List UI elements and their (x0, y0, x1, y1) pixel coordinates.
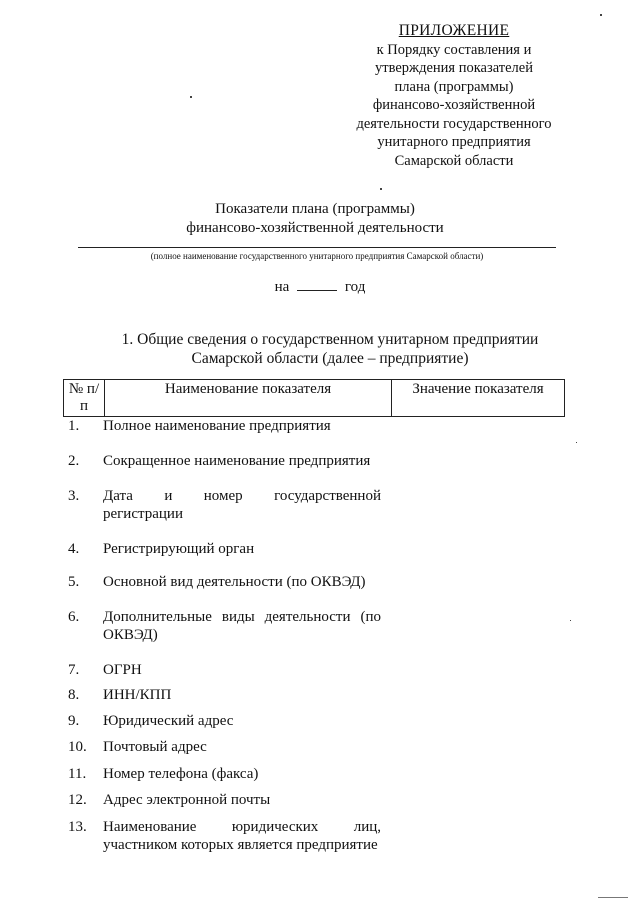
item-number: 8. (68, 687, 80, 703)
header-indicator-name: Наименование показателя (105, 380, 392, 417)
item-number: 3. (68, 488, 80, 504)
section-title-line: Самарской области (далее – предприятие) (191, 350, 469, 367)
document-title-line: Показатели плана (программы) (215, 201, 415, 217)
item-label: Полное наименование предприятия (103, 418, 331, 434)
item-number: 4. (68, 541, 80, 557)
item-label: Дата и номер государственной регистрации (103, 488, 381, 522)
document-title (150, 200, 480, 238)
appendix-title: ПРИЛОЖЕНИЕ (398, 22, 510, 39)
scan-speck (600, 14, 602, 16)
item-number: 6. (68, 609, 80, 625)
item-number: 11. (68, 766, 87, 782)
section-title-line: 1. Общие сведения о государственном унитарном предприятии (121, 331, 539, 348)
header-number: № п/п (64, 380, 105, 417)
appendix-line: к Порядку составления и (376, 41, 532, 58)
item-label: ОГРН (103, 662, 142, 678)
document-title-line: финансово-хозяйственной деятельности (186, 220, 444, 236)
item-number: 12. (68, 792, 87, 808)
indicators-table-header (63, 379, 565, 417)
item-number: 13. (68, 819, 87, 835)
item-label: Регистрирующий орган (103, 541, 255, 557)
item-number: 9. (68, 713, 80, 729)
item-label: Сокращенное наименование предприятия (103, 453, 371, 469)
year-blank (297, 278, 337, 291)
item-label: Наименование юридических лиц, участником которых является предприятие (103, 819, 381, 853)
item-label: Дополнительные виды деятельности (по ОКВЭД) (103, 609, 381, 643)
appendix-line: плана (программы) (394, 78, 514, 95)
item-number: 5. (68, 574, 80, 590)
scan-speck (190, 96, 192, 98)
appendix-line: утверждения показателей (375, 60, 533, 76)
item-label: Юридический адрес (103, 713, 234, 729)
header-indicator-value: Значение показателя (392, 380, 565, 417)
appendix-line: унитарного предприятия (377, 134, 531, 150)
appendix-header (340, 22, 568, 170)
item-number: 10. (68, 739, 87, 755)
item-label: Основной вид деятельности (по ОКВЭД) (103, 574, 366, 590)
appendix-line: Самарской области (394, 152, 514, 169)
year-line (200, 278, 440, 296)
section-title (110, 330, 550, 368)
scan-speck (598, 897, 628, 898)
scan-speck (576, 442, 577, 443)
item-label: Почтовый адрес (103, 739, 207, 755)
item-number: 2. (68, 453, 80, 469)
item-label: Номер телефона (факса) (103, 766, 259, 782)
scan-speck (570, 620, 571, 621)
item-label: Адрес электронной почты (103, 792, 271, 808)
appendix-line: деятельности государственного (356, 115, 552, 132)
item-label: ИНН/КПП (103, 687, 172, 703)
scan-speck (380, 188, 382, 190)
organization-name-blank (78, 247, 556, 248)
year-suffix: год (344, 279, 366, 295)
organization-caption: (полное наименование государственного унитарного предприятия Самарской области) (150, 251, 484, 261)
item-number: 7. (68, 662, 80, 678)
appendix-line: финансово-хозяйственной (372, 97, 536, 113)
item-number: 1. (68, 418, 80, 434)
year-prefix: на (274, 279, 290, 295)
